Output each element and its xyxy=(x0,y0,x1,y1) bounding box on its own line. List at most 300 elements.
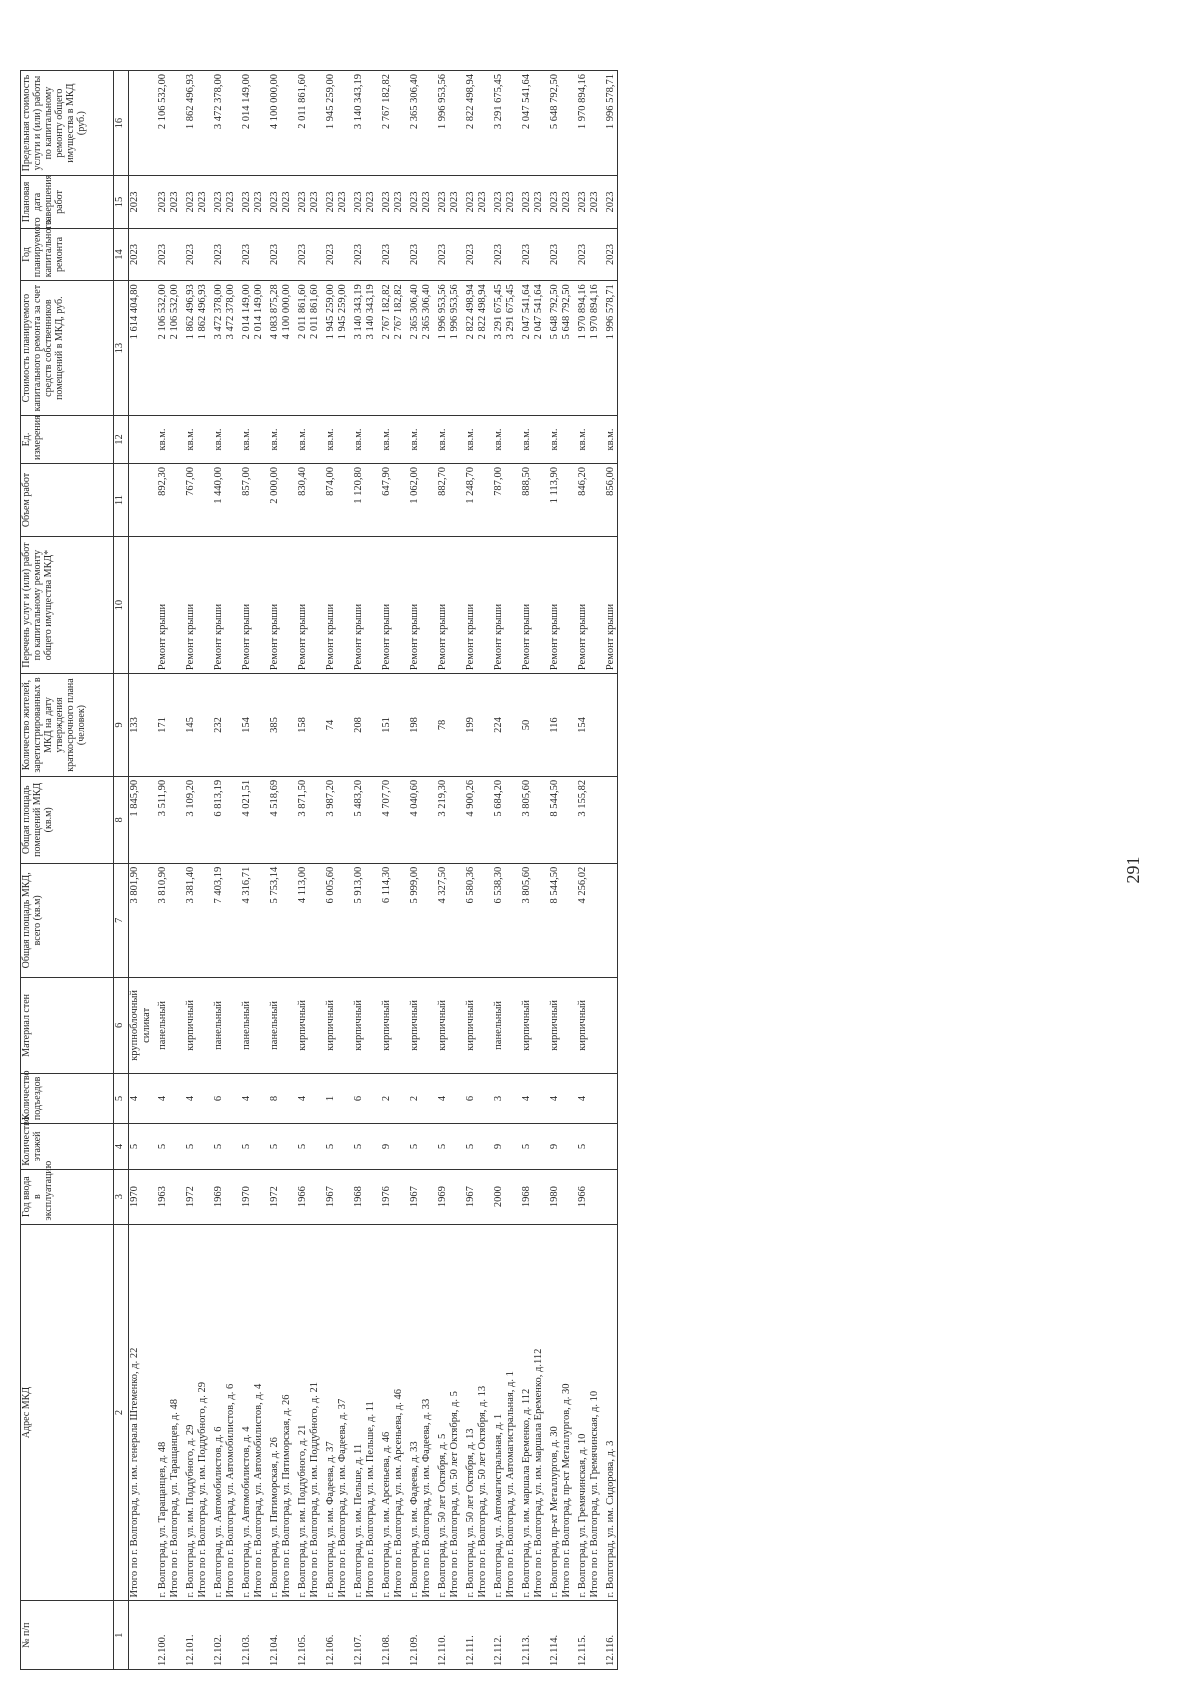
cell-total-area xyxy=(477,863,489,977)
cell-limit: 1 945 259,00 xyxy=(321,71,337,176)
cell-entrances: 4 xyxy=(129,1073,154,1123)
cell-no: 12.105. xyxy=(293,1601,309,1670)
cell-completion: 2023 xyxy=(461,176,477,229)
cell-cost: 2 767 182,82 xyxy=(377,281,393,416)
cell-cost: 1 945 259,00 xyxy=(321,281,337,416)
cell-limit: 3 472 378,00 xyxy=(209,71,225,176)
column-header: Адрес МКД xyxy=(21,1224,114,1601)
cell-wall: кирпичный xyxy=(433,977,449,1073)
cell-volume xyxy=(505,463,517,536)
table-row xyxy=(293,71,309,1670)
cell-address: Итого по г. Волгоград, ул. 50 лет Октября, д. 5 xyxy=(449,1224,461,1601)
cell-total-area xyxy=(309,863,321,977)
cell-floors xyxy=(449,1124,461,1170)
cell-completion: 2023 xyxy=(181,176,197,229)
cell-plan-year: 2023 xyxy=(545,228,561,281)
cell-volume: 1 440,00 xyxy=(209,463,225,536)
table-row xyxy=(181,71,197,1670)
cell-cost-total: 1 970 894,16 xyxy=(589,281,601,416)
cell-completion-total: 2023 xyxy=(225,176,237,229)
cell-total-area xyxy=(393,863,405,977)
column-header: Предельная стоимость услуги и (или) работы по капитальному ремонту общего имущества в МКД (руб.) xyxy=(21,71,114,176)
cell-floors: 5 xyxy=(517,1124,533,1170)
cell-limit xyxy=(169,71,181,176)
cell-no xyxy=(477,1601,489,1670)
cell-plan-year xyxy=(337,228,349,281)
cell-no xyxy=(449,1601,461,1670)
table-row xyxy=(393,71,405,1670)
cell-premises-area: 3 871,50 xyxy=(293,776,309,863)
cell-address: Итого по г. Волгоград, пр-кт Металлургов, д. 30 xyxy=(561,1224,573,1601)
cell-premises-area: 1 845,90 xyxy=(129,776,154,863)
cell-year xyxy=(225,1169,237,1224)
cell-year: 1972 xyxy=(265,1169,281,1224)
cell-cost: 1 970 894,16 xyxy=(573,281,589,416)
table-row xyxy=(265,71,281,1670)
cell-year: 1970 xyxy=(129,1169,154,1224)
cell-year: 1980 xyxy=(545,1169,561,1224)
cell-residents xyxy=(365,674,377,777)
cell-year: 1969 xyxy=(433,1169,449,1224)
cell-total-area xyxy=(449,863,461,977)
cell-residents xyxy=(337,674,349,777)
cell-total-area xyxy=(281,863,293,977)
cell-plan-year: 2023 xyxy=(573,228,589,281)
cell-unit xyxy=(281,416,293,464)
cell-floors xyxy=(477,1124,489,1170)
cell-completion-total: 2023 xyxy=(561,176,573,229)
cell-completion: 2023 xyxy=(405,176,421,229)
cell-work xyxy=(533,537,545,674)
cell-floors: 5 xyxy=(405,1124,421,1170)
cell-work: Ремонт крыши xyxy=(321,537,337,674)
cell-year: 1972 xyxy=(181,1169,197,1224)
cell-address: Итого по г. Волгоград, ул. им. Поддубного, д. 29 xyxy=(197,1224,209,1601)
cell-floors xyxy=(337,1124,349,1170)
cell-total-area xyxy=(589,863,601,977)
cell-limit xyxy=(365,71,377,176)
cell-cost-total: 1 996 953,56 xyxy=(449,281,461,416)
cell-floors: 5 xyxy=(209,1124,225,1170)
cell-completion-total: 2023 xyxy=(505,176,517,229)
cell-no xyxy=(309,1601,321,1670)
cell-entrances xyxy=(281,1073,293,1123)
cell-floors xyxy=(601,1124,618,1170)
cell-limit xyxy=(129,71,154,176)
cell-cost-total: 1 945 259,00 xyxy=(337,281,349,416)
cell-floors: 5 xyxy=(349,1124,365,1170)
cell-residents xyxy=(561,674,573,777)
cell-wall: кирпичный xyxy=(573,977,589,1073)
cell-floors xyxy=(505,1124,517,1170)
cell-premises-area xyxy=(589,776,601,863)
cell-residents: 171 xyxy=(153,674,169,777)
cell-plan-year: 2023 xyxy=(489,228,505,281)
cell-no xyxy=(253,1601,265,1670)
cell-total-area: 7 403,19 xyxy=(209,863,225,977)
cell-unit: кв.м. xyxy=(489,416,505,464)
cell-wall xyxy=(365,977,377,1073)
cell-floors xyxy=(589,1124,601,1170)
table-row xyxy=(169,71,181,1670)
cell-residents xyxy=(601,674,618,777)
cell-premises-area xyxy=(281,776,293,863)
cell-plan-year xyxy=(197,228,209,281)
cell-address: Итого по г. Волгоград, ул. им. генерала Штеменко, д. 22 xyxy=(129,1224,154,1601)
cell-cost: 2 014 149,00 xyxy=(237,281,253,416)
cell-unit: кв.м. xyxy=(265,416,281,464)
cell-total-area: 8 544,50 xyxy=(545,863,561,977)
cell-floors: 5 xyxy=(153,1124,169,1170)
cell-address: Итого по г. Волгоград, ул. им. Пельше, д. 11 xyxy=(365,1224,377,1601)
cell-wall xyxy=(281,977,293,1073)
cell-completion: 2023 xyxy=(321,176,337,229)
cell-completion-total: 2023 xyxy=(253,176,265,229)
cell-year xyxy=(449,1169,461,1224)
cell-premises-area xyxy=(393,776,405,863)
cell-entrances: 4 xyxy=(517,1073,533,1123)
cell-year xyxy=(533,1169,545,1224)
cell-floors: 5 xyxy=(433,1124,449,1170)
column-header: Перечень услуг и (или) работ по капитальному ремонту общего имущества МКД* xyxy=(21,537,114,674)
cell-limit xyxy=(533,71,545,176)
table-row xyxy=(421,71,433,1670)
cell-plan-year xyxy=(281,228,293,281)
cell-volume: 1 120,80 xyxy=(349,463,365,536)
cell-unit xyxy=(169,416,181,464)
cell-entrances xyxy=(533,1073,545,1123)
cell-residents: 151 xyxy=(377,674,393,777)
cell-floors xyxy=(169,1124,181,1170)
cell-wall: панельный xyxy=(237,977,253,1073)
cell-plan-year: 2023 xyxy=(321,228,337,281)
cell-floors xyxy=(197,1124,209,1170)
cell-total-area: 4 316,71 xyxy=(237,863,253,977)
cell-wall xyxy=(477,977,489,1073)
cell-floors: 5 xyxy=(321,1124,337,1170)
cell-unit xyxy=(449,416,461,464)
cell-total-area: 6 580,36 xyxy=(461,863,477,977)
column-header: Количество жителей, зарегистрированных в МКД на дату утверждения краткосрочного плана (человек) xyxy=(21,674,114,777)
cell-entrances xyxy=(225,1073,237,1123)
cell-floors xyxy=(309,1124,321,1170)
cell-cost: 1 862 496,93 xyxy=(181,281,197,416)
column-header: Плановая дата завершения работ xyxy=(21,176,114,229)
cell-floors xyxy=(253,1124,265,1170)
cell-year xyxy=(393,1169,405,1224)
cell-premises-area: 4 707,70 xyxy=(377,776,393,863)
cell-work xyxy=(365,537,377,674)
cell-volume xyxy=(253,463,265,536)
cell-residents: 199 xyxy=(461,674,477,777)
cell-completion-total: 2023 xyxy=(281,176,293,229)
cell-no: 12.110. xyxy=(433,1601,449,1670)
cell-total-area xyxy=(253,863,265,977)
cell-work: Ремонт крыши xyxy=(377,537,393,674)
cell-work: Ремонт крыши xyxy=(293,537,309,674)
column-number: 6 xyxy=(114,977,129,1073)
cell-plan-year: 2023 xyxy=(349,228,365,281)
column-number: 11 xyxy=(114,463,129,536)
column-number: 4 xyxy=(114,1124,129,1170)
cell-floors xyxy=(421,1124,433,1170)
cell-premises-area xyxy=(449,776,461,863)
cell-plan-year xyxy=(169,228,181,281)
cell-cost-total: 3 140 343,19 xyxy=(365,281,377,416)
cell-no: 12.100. xyxy=(153,1601,169,1670)
cell-no: 12.106. xyxy=(321,1601,337,1670)
cell-year xyxy=(169,1169,181,1224)
cell-address: г. Волгоград, ул. им. Поддубного, д. 21 xyxy=(293,1224,309,1601)
column-header: Объем работ xyxy=(21,463,114,536)
table-row xyxy=(405,71,421,1670)
cell-volume: 787,00 xyxy=(489,463,505,536)
cell-plan-year: 2023 xyxy=(265,228,281,281)
cell-address: Итого по г. Волгоград, ул. Автомагистральная, д. 1 xyxy=(505,1224,517,1601)
table-row xyxy=(449,71,461,1670)
cell-volume xyxy=(225,463,237,536)
cell-completion: 2023 xyxy=(433,176,449,229)
cell-address: г. Волгоград, ул. им. Арсеньева, д. 46 xyxy=(377,1224,393,1601)
cell-residents xyxy=(505,674,517,777)
cell-volume xyxy=(169,463,181,536)
cell-total-area xyxy=(197,863,209,977)
cell-no xyxy=(505,1601,517,1670)
cell-cost-total: 2 365 306,40 xyxy=(421,281,433,416)
cell-work: Ремонт крыши xyxy=(433,537,449,674)
cell-address: Итого по г. Волгоград, ул. Автомобилистов, д. 6 xyxy=(225,1224,237,1601)
cell-limit: 3 140 343,19 xyxy=(349,71,365,176)
cell-wall: кирпичный xyxy=(461,977,477,1073)
cell-floors: 9 xyxy=(489,1124,505,1170)
cell-premises-area: 4 518,69 xyxy=(265,776,281,863)
cell-work: Ремонт крыши xyxy=(209,537,225,674)
cell-entrances xyxy=(169,1073,181,1123)
cell-work xyxy=(589,537,601,674)
cell-completion: 2023 xyxy=(601,176,618,229)
cell-total-area: 3 805,60 xyxy=(517,863,533,977)
table-row xyxy=(281,71,293,1670)
cell-premises-area: 5 483,20 xyxy=(349,776,365,863)
cell-residents xyxy=(281,674,293,777)
cell-year xyxy=(421,1169,433,1224)
cell-work: Ремонт крыши xyxy=(265,537,281,674)
cell-wall xyxy=(309,977,321,1073)
cell-entrances: 4 xyxy=(181,1073,197,1123)
cell-premises-area xyxy=(309,776,321,863)
cell-residents: 154 xyxy=(573,674,589,777)
cell-premises-area xyxy=(477,776,489,863)
cell-plan-year: 2023 xyxy=(293,228,309,281)
cell-completion: 2023 xyxy=(293,176,309,229)
cell-entrances xyxy=(393,1073,405,1123)
cell-volume xyxy=(197,463,209,536)
cell-year xyxy=(281,1169,293,1224)
cell-total-area xyxy=(533,863,545,977)
cell-limit xyxy=(337,71,349,176)
cell-limit xyxy=(589,71,601,176)
column-number: 13 xyxy=(114,281,129,416)
cell-limit: 1 996 953,56 xyxy=(433,71,449,176)
cell-plan-year xyxy=(309,228,321,281)
cell-plan-year xyxy=(393,228,405,281)
cell-wall: панельный xyxy=(153,977,169,1073)
cell-residents xyxy=(533,674,545,777)
table-row xyxy=(209,71,225,1670)
cell-premises-area: 4 900,26 xyxy=(461,776,477,863)
cell-completion: 2023 xyxy=(349,176,365,229)
cell-cost-total: 4 100 000,00 xyxy=(281,281,293,416)
cell-address: Итого по г. Волгоград, ул. Таращанцев, д. 48 xyxy=(169,1224,181,1601)
cell-premises-area: 3 987,20 xyxy=(321,776,337,863)
cell-address: г. Волгоград, ул. Таращанцев, д. 48 xyxy=(153,1224,169,1601)
column-number-row xyxy=(114,71,129,1670)
cell-volume xyxy=(421,463,433,536)
cell-work xyxy=(561,537,573,674)
table-row xyxy=(321,71,337,1670)
cell-cost-total: 1 862 496,93 xyxy=(197,281,209,416)
cell-completion: 2023 xyxy=(517,176,533,229)
cell-limit: 2 047 541,64 xyxy=(517,71,533,176)
table-row xyxy=(533,71,545,1670)
cell-volume: 882,70 xyxy=(433,463,449,536)
cell-volume xyxy=(309,463,321,536)
cell-unit xyxy=(477,416,489,464)
cell-unit xyxy=(337,416,349,464)
cell-completion-total: 2023 xyxy=(477,176,489,229)
cell-work: Ремонт крыши xyxy=(153,537,169,674)
cell-completion: 2023 xyxy=(265,176,281,229)
cell-year: 1963 xyxy=(153,1169,169,1224)
cell-wall xyxy=(449,977,461,1073)
cell-work xyxy=(505,537,517,674)
cell-no: 12.114. xyxy=(545,1601,561,1670)
cell-total-area: 5 913,00 xyxy=(349,863,365,977)
cell-unit: кв.м. xyxy=(293,416,309,464)
cell-total-area xyxy=(365,863,377,977)
cell-cost: 3 472 378,00 xyxy=(209,281,225,416)
cell-no: 12.116. xyxy=(601,1601,618,1670)
cell-premises-area xyxy=(601,776,618,863)
cell-total-area xyxy=(225,863,237,977)
cell-work xyxy=(337,537,349,674)
cell-wall xyxy=(421,977,433,1073)
cell-entrances xyxy=(197,1073,209,1123)
column-number: 7 xyxy=(114,863,129,977)
header-row xyxy=(21,71,114,1670)
cell-work xyxy=(393,537,405,674)
cell-address: г. Волгоград, ул. им. Поддубного, д. 29 xyxy=(181,1224,197,1601)
cell-volume: 2 000,00 xyxy=(265,463,281,536)
cell-premises-area: 8 544,50 xyxy=(545,776,561,863)
cell-floors: 5 xyxy=(181,1124,197,1170)
column-number: 3 xyxy=(114,1169,129,1224)
cell-work: Ремонт крыши xyxy=(181,537,197,674)
cell-year xyxy=(197,1169,209,1224)
column-number: 15 xyxy=(114,176,129,229)
cell-plan-year xyxy=(477,228,489,281)
column-number: 12 xyxy=(114,416,129,464)
cell-plan-year: 2023 xyxy=(601,228,618,281)
cell-cost: 3 140 343,19 xyxy=(349,281,365,416)
cell-premises-area: 3 805,60 xyxy=(517,776,533,863)
cell-premises-area: 3 155,82 xyxy=(573,776,589,863)
cell-address: г. Волгоград, ул. им. Сидорова, д. 3 xyxy=(601,1224,618,1601)
cell-entrances: 4 xyxy=(293,1073,309,1123)
rotated-page xyxy=(10,50,1190,1690)
cell-work: Ремонт крыши xyxy=(517,537,533,674)
cell-unit xyxy=(197,416,209,464)
cell-work xyxy=(309,537,321,674)
cell-wall: кирпичный xyxy=(517,977,533,1073)
cell-premises-area xyxy=(561,776,573,863)
cell-cost-total: 2 822 498,94 xyxy=(477,281,489,416)
cell-limit xyxy=(253,71,265,176)
cell-volume: 647,90 xyxy=(377,463,393,536)
cell-entrances xyxy=(309,1073,321,1123)
cell-floors xyxy=(533,1124,545,1170)
cell-no: 12.113. xyxy=(517,1601,533,1670)
cell-unit: кв.м. xyxy=(461,416,477,464)
cell-entrances: 2 xyxy=(377,1073,393,1123)
cell-limit xyxy=(197,71,209,176)
cell-volume xyxy=(533,463,545,536)
cell-residents: 385 xyxy=(265,674,281,777)
cell-floors: 5 xyxy=(293,1124,309,1170)
cell-unit: кв.м. xyxy=(517,416,533,464)
table-row xyxy=(545,71,561,1670)
cell-total-area: 3 810,90 xyxy=(153,863,169,977)
cell-cost-total: 5 648 792,50 xyxy=(561,281,573,416)
cell-volume xyxy=(589,463,601,536)
cell-completion: 2023 xyxy=(573,176,589,229)
cell-premises-area: 4 021,51 xyxy=(237,776,253,863)
cell-entrances: 6 xyxy=(209,1073,225,1123)
cell-entrances: 4 xyxy=(573,1073,589,1123)
cell-volume xyxy=(561,463,573,536)
cell-premises-area: 4 040,60 xyxy=(405,776,421,863)
table-row xyxy=(601,71,618,1670)
cell-residents: 74 xyxy=(321,674,337,777)
cell-volume xyxy=(129,463,154,536)
cell-limit xyxy=(281,71,293,176)
cell-no xyxy=(225,1601,237,1670)
cell-completion: 2023 xyxy=(153,176,169,229)
cell-unit: кв.м. xyxy=(181,416,197,464)
table-row xyxy=(365,71,377,1670)
cell-no xyxy=(129,1601,154,1670)
cell-cost: 2 822 498,94 xyxy=(461,281,477,416)
cell-entrances: 4 xyxy=(237,1073,253,1123)
cell-work: Ремонт крыши xyxy=(601,537,618,674)
cell-floors: 5 xyxy=(265,1124,281,1170)
cell-limit xyxy=(449,71,461,176)
cell-year: 2000 xyxy=(489,1169,505,1224)
cell-year: 1976 xyxy=(377,1169,393,1224)
cell-plan-year: 2023 xyxy=(517,228,533,281)
cell-year xyxy=(505,1169,517,1224)
cell-no xyxy=(561,1601,573,1670)
cell-floors xyxy=(365,1124,377,1170)
cell-premises-area xyxy=(505,776,517,863)
cell-volume xyxy=(449,463,461,536)
cell-residents: 208 xyxy=(349,674,365,777)
column-number: 9 xyxy=(114,674,129,777)
cell-residents xyxy=(421,674,433,777)
column-header: Ед. измерения xyxy=(21,416,114,464)
table-row xyxy=(573,71,589,1670)
cell-entrances: 3 xyxy=(489,1073,505,1123)
